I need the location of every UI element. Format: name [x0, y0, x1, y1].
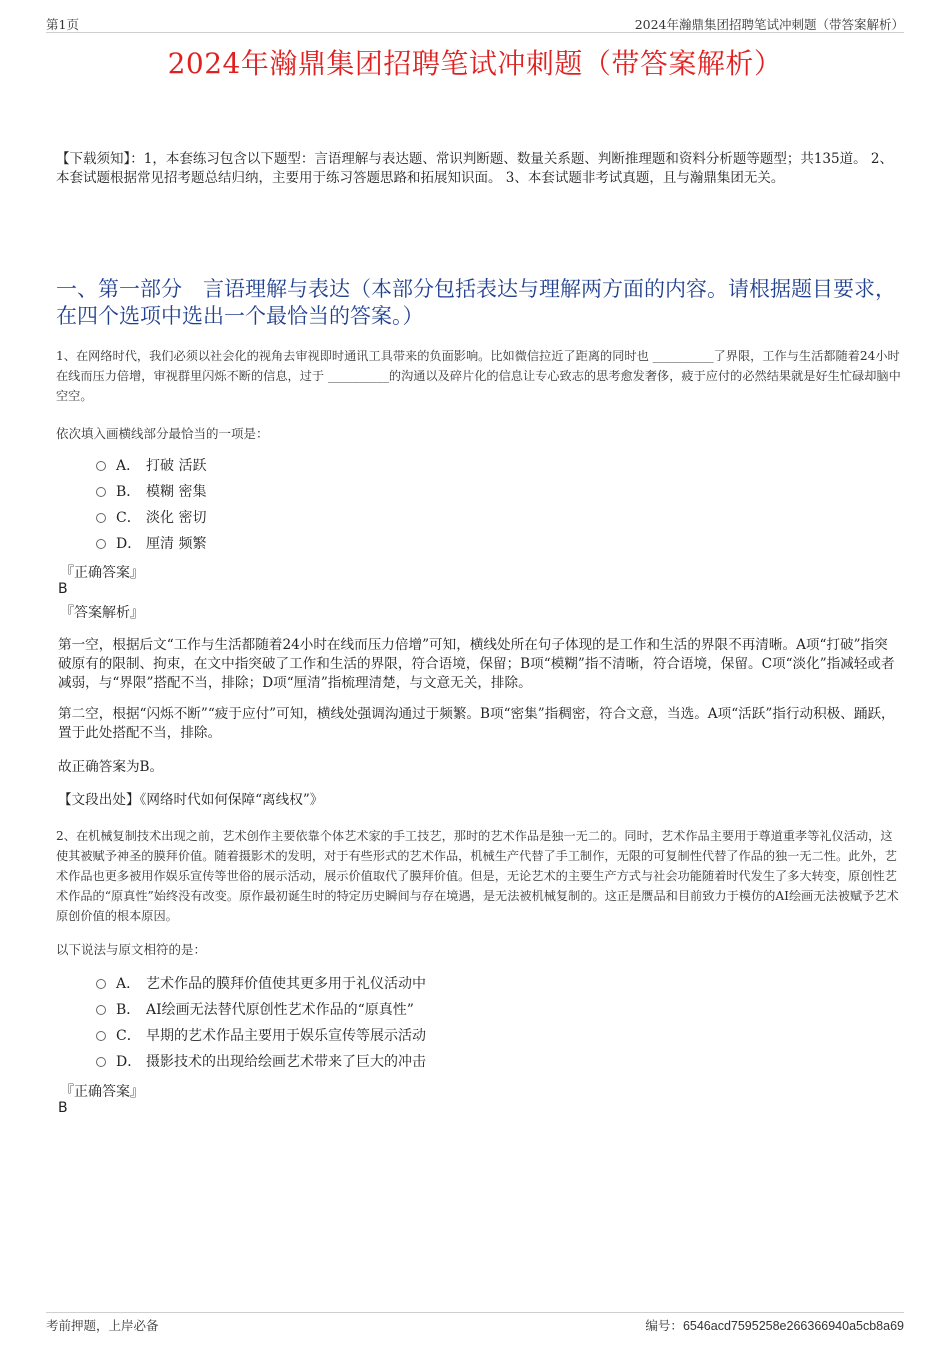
question-2-option-a[interactable]: A． 艺术作品的膜拜价值使其更多用于礼仪活动中 [96, 974, 426, 994]
question-2-option-b[interactable]: B． AI绘画无法替代原创性艺术作品的“原真性” [96, 1000, 414, 1020]
question-2-answer-label: 『正确答案』 [60, 1084, 144, 1100]
radio-icon[interactable] [96, 1031, 106, 1041]
document-code: 编号：6546acd7595258e266366940a5cb8a69 [645, 1318, 904, 1333]
radio-icon[interactable] [96, 539, 106, 549]
question-1-prompt: 依次填入画横线部分最恰当的一项是： [56, 426, 269, 441]
question-1-source: 【文段出处】《网络时代如何保障“离线权”》 [58, 792, 324, 808]
download-notice: 【下载须知】：1，本套练习包含以下题型：言语理解与表达题、常识判断题、数量关系题、判断推理题和资料分析题等题型；共135道。 2、本套试题根据常见招考题总结归纳，主要用于练习答题思路和拓展知识面。 3、本套试题非考试真题，且与瀚鼎集团无关。 [56, 151, 893, 186]
question-2-option-d[interactable]: D． 摄影技术的出现给绘画艺术带来了巨大的冲击 [96, 1052, 426, 1072]
radio-icon[interactable] [96, 1005, 106, 1015]
radio-icon[interactable] [96, 487, 106, 497]
question-2-prompt: 以下说法与原文相符的是： [56, 942, 207, 957]
question-1-analysis-label: 『答案解析』 [60, 605, 144, 621]
header-doc-title: 2024年瀚鼎集团招聘笔试冲刺题（带答案解析） [634, 17, 904, 32]
question-2-answer: B [58, 1100, 68, 1116]
question-1-stem: 1、在网络时代，我们必须以社会化的视角去审视即时通讯工具带来的负面影响。比如微信拉近了距离的同时也 __________了界限，工作与生活都随着24小时在线而压力倍增，审视群里闪烁不断的信息，过于 __________的沟通以及碎片化的信息让专心致志的思考愈发奢侈，疲于应付的必然结果就是好生忙碌却脑中空空。 [56, 349, 901, 403]
page-header [46, 12, 904, 33]
question-1-analysis-paragraph: 第二空，根据“闪烁不断”“疲于应付”可知，横线处强调沟通过于频繁。B项“密集”指稠密，符合文意，当选。A项“活跃”指行动积极、踊跃，置于此处搭配不当，排除。 [58, 706, 895, 741]
question-1-analysis-paragraph: 第一空，根据后文“工作与生活都随着24小时在线而压力倍增”可知，横线处所在句子体现的是工作和生活的界限不再清晰。A项“打破”指突破原有的限制、拘束，在文中指突破了工作和生活的界限，符合语境，保留；B项“模糊”指不清晰，符合语境，保留。C项“淡化”指减轻或者减弱，与“界限”搭配不当，排除；D项“厘清”指梳理清楚，与文意无关，排除。 [58, 637, 895, 691]
radio-icon[interactable] [96, 979, 106, 989]
question-1-option-b[interactable]: B． 模糊 密集 [96, 482, 206, 502]
section-title: 一、第一部分 言语理解与表达（本部分包括表达与理解两方面的内容。请根据题目要求，在四个选项中选出一个最恰当的答案。） [56, 277, 896, 328]
question-2-stem: 2、在机械复制技术出现之前，艺术创作主要依靠个体艺术家的手工技艺，那时的艺术作品是独一无二的。同时，艺术作品主要用于尊道重孝等礼仪活动，这使其被赋予神圣的膜拜价值。随着摄影术的发明，对于有些形式的艺术作品，机械生产代替了手工制作，无限的可复制性代替了作品的独一无二性。此外，艺术作品也更多被用作娱乐宣传等世俗的展示活动，展示价值取代了膜拜价值。但是，无论艺术的主要生产方式与社会功能随着时代发生了多大转变，原创性艺术作品的“原真性”始终没有改变。原作最初诞生时的特定历史瞬间与存在境遇，是无法被机械复制的。这正是赝品和目前致力于模仿的AI绘画无法被赋予艺术原创价值的根本原因。 [56, 829, 899, 923]
question-1-answer-label: 『正确答案』 [60, 565, 144, 581]
page-footer [46, 1312, 904, 1335]
page-number: 第1页 [46, 17, 79, 32]
radio-icon[interactable] [96, 513, 106, 523]
radio-icon[interactable] [96, 1057, 106, 1067]
footer-slogan: 考前押题，上岸必备 [46, 1318, 159, 1333]
question-1-option-a[interactable]: A． 打破 活跃 [96, 456, 206, 476]
radio-icon[interactable] [96, 461, 106, 471]
question-1-option-d[interactable]: D． 厘清 频繁 [96, 534, 206, 554]
question-1-conclusion: 故正确答案为B。 [58, 759, 164, 775]
question-1-option-c[interactable]: C． 淡化 密切 [96, 508, 206, 528]
document-title: 2024年瀚鼎集团招聘笔试冲刺题（带答案解析） [167, 47, 783, 80]
question-2-option-c[interactable]: C． 早期的艺术作品主要用于娱乐宣传等展示活动 [96, 1026, 426, 1046]
question-1-answer: B [58, 581, 68, 597]
